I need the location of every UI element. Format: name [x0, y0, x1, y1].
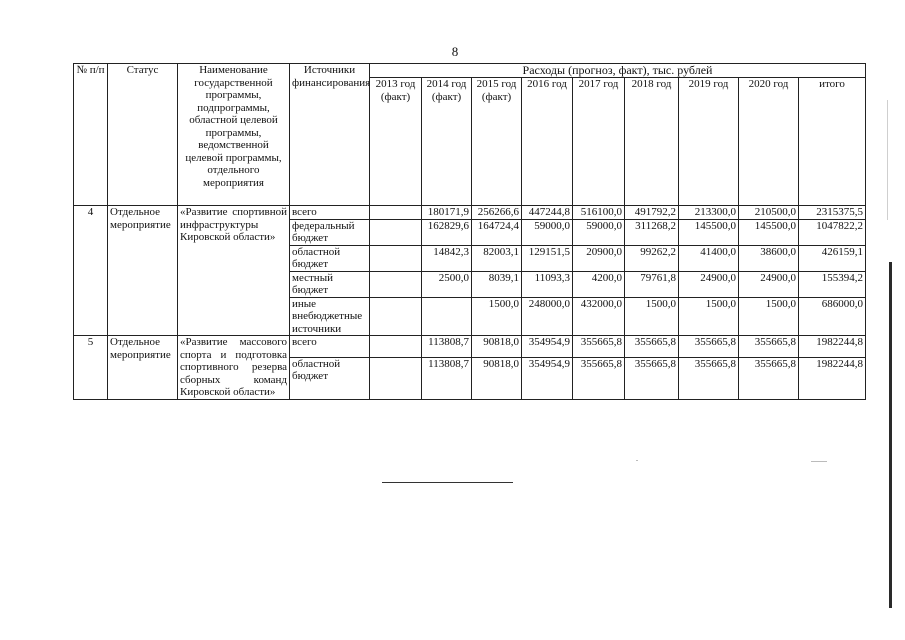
row-year-value: 1500,0: [739, 297, 799, 336]
row-total-value: 686000,0: [799, 297, 866, 336]
row-funding-source: местный бюджет: [290, 271, 370, 297]
table-row: [74, 336, 866, 358]
row-year-value: 79761,8: [625, 271, 679, 297]
row-year-value: 59000,0: [573, 219, 625, 245]
row-year-value: 90818,0: [472, 336, 522, 358]
scan-speck: [811, 461, 827, 462]
row-year-value: 41400,0: [679, 245, 739, 271]
header-num: № п/п: [74, 64, 108, 206]
row-year-value: 164724,4: [472, 219, 522, 245]
row-year-value: [370, 271, 422, 297]
row-year-value: 20900,0: [573, 245, 625, 271]
row-number: 5: [74, 336, 108, 400]
row-year-value: 82003,1: [472, 245, 522, 271]
header-year: 2013 год (факт): [370, 78, 422, 206]
row-year-value: 1500,0: [625, 297, 679, 336]
row-year-value: 311268,2: [625, 219, 679, 245]
row-year-value: 355665,8: [573, 357, 625, 399]
row-year-value: 90818,0: [472, 357, 522, 399]
header-name: Наименование государственной программы, подпрограммы, областной целевой программы, ведомственной целевой программы, отдельного мероприятия: [178, 64, 290, 206]
row-year-value: 24900,0: [739, 271, 799, 297]
row-year-value: 14842,3: [422, 245, 472, 271]
row-year-value: 145500,0: [739, 219, 799, 245]
row-year-value: 180171,9: [422, 206, 472, 220]
row-total-value: 1982244,8: [799, 336, 866, 358]
row-year-value: 11093,3: [522, 271, 573, 297]
row-year-value: 8039,1: [472, 271, 522, 297]
row-year-value: 491792,2: [625, 206, 679, 220]
header-sources: Источники финансирования: [290, 64, 370, 206]
row-year-value: 2500,0: [422, 271, 472, 297]
row-year-value: 1500,0: [472, 297, 522, 336]
row-year-value: 99262,2: [625, 245, 679, 271]
row-year-value: 24900,0: [679, 271, 739, 297]
row-year-value: 432000,0: [573, 297, 625, 336]
row-total-value: 1047822,2: [799, 219, 866, 245]
row-year-value: [370, 336, 422, 358]
scan-speck: [636, 460, 638, 461]
row-year-value: [370, 297, 422, 336]
row-funding-source: иные внебюджетные источники: [290, 297, 370, 336]
row-year-value: 355665,8: [573, 336, 625, 358]
row-status: Отдельное мероприятие: [108, 336, 178, 400]
row-year-value: 355665,8: [679, 357, 739, 399]
row-year-value: [370, 357, 422, 399]
header-expenses: Расходы (прогноз, факт), тыс. рублей: [370, 64, 866, 78]
budget-table: [73, 63, 866, 400]
row-year-value: 447244,8: [522, 206, 573, 220]
header-year: 2018 год: [625, 78, 679, 206]
page-number: 8: [451, 44, 459, 59]
row-year-value: 516100,0: [573, 206, 625, 220]
header-year: 2020 год: [739, 78, 799, 206]
header-status: Статус: [108, 64, 178, 206]
row-year-value: 354954,9: [522, 357, 573, 399]
header-row-1: [74, 64, 866, 78]
row-funding-source: всего: [290, 206, 370, 220]
header-total: итого: [799, 78, 866, 206]
row-year-value: 38600,0: [739, 245, 799, 271]
row-funding-source: всего: [290, 336, 370, 358]
row-year-value: 4200,0: [573, 271, 625, 297]
row-year-value: 355665,8: [739, 357, 799, 399]
row-year-value: 162829,6: [422, 219, 472, 245]
row-year-value: [370, 245, 422, 271]
row-year-value: 1500,0: [679, 297, 739, 336]
row-year-value: 248000,0: [522, 297, 573, 336]
row-total-value: 2315375,5: [799, 206, 866, 220]
row-year-value: 129151,5: [522, 245, 573, 271]
row-funding-source: федеральный бюджет: [290, 219, 370, 245]
row-program-name: «Развитие массового спорта и подготовка спортивного резерва сборных команд Кировской области»: [178, 336, 290, 400]
header-year: 2014 год (факт): [422, 78, 472, 206]
row-total-value: 1982244,8: [799, 357, 866, 399]
row-total-value: 426159,1: [799, 245, 866, 271]
row-year-value: 210500,0: [739, 206, 799, 220]
row-number: 4: [74, 206, 108, 336]
header-year: 2015 год (факт): [472, 78, 522, 206]
header-year: 2019 год: [679, 78, 739, 206]
row-year-value: 355665,8: [625, 336, 679, 358]
row-year-value: 59000,0: [522, 219, 573, 245]
scan-edge-shadow: [889, 262, 892, 608]
row-year-value: [422, 297, 472, 336]
scan-edge-shadow-light: [887, 100, 888, 220]
row-funding-source: областной бюджет: [290, 357, 370, 399]
row-funding-source: областной бюджет: [290, 245, 370, 271]
row-year-value: [370, 219, 422, 245]
header-year: 2017 год: [573, 78, 625, 206]
row-year-value: 113808,7: [422, 336, 472, 358]
row-year-value: 355665,8: [739, 336, 799, 358]
row-year-value: 145500,0: [679, 219, 739, 245]
row-program-name: «Развитие спортивной инфраструктуры Кировской области»: [178, 206, 290, 336]
separator-line: [382, 482, 513, 483]
row-year-value: 213300,0: [679, 206, 739, 220]
row-year-value: 256266,6: [472, 206, 522, 220]
table-body: [74, 206, 866, 400]
row-total-value: 155394,2: [799, 271, 866, 297]
header-year: 2016 год: [522, 78, 573, 206]
row-year-value: 354954,9: [522, 336, 573, 358]
row-year-value: [370, 206, 422, 220]
row-year-value: 355665,8: [625, 357, 679, 399]
row-status: Отдельное мероприятие: [108, 206, 178, 336]
table-row: [74, 206, 866, 220]
row-year-value: 355665,8: [679, 336, 739, 358]
row-year-value: 113808,7: [422, 357, 472, 399]
